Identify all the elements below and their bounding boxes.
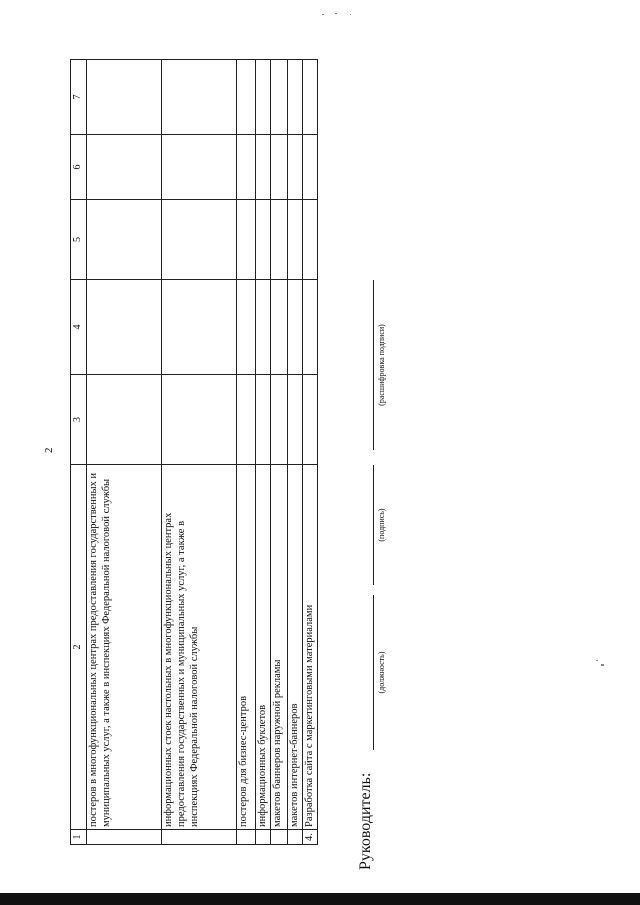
row-number xyxy=(87,830,162,845)
row-description: постеров для бизнес-центров xyxy=(237,465,256,830)
table-row xyxy=(256,60,271,845)
table-row xyxy=(303,60,318,845)
services-table xyxy=(70,59,318,845)
table-row xyxy=(237,60,256,845)
signature-block xyxy=(355,110,415,870)
row-description: макетов баннеров наружной рекламы xyxy=(271,465,288,830)
page-number: 2 xyxy=(43,447,55,453)
signature-caption: (подпись) xyxy=(377,508,386,542)
row-description: информационных буклетов xyxy=(256,465,271,830)
table-row xyxy=(162,60,237,845)
table-row xyxy=(271,60,288,845)
scan-speck xyxy=(335,13,337,14)
table-row xyxy=(87,60,162,845)
row-number: 4. xyxy=(303,830,318,845)
signature-title: Руководитель: xyxy=(357,772,374,870)
decoding-caption: (расшифровка подписи) xyxy=(377,324,386,406)
header-cell: 2 xyxy=(71,465,87,830)
table-header-row xyxy=(71,60,87,845)
position-caption: (должность) xyxy=(377,651,386,694)
row-number xyxy=(256,830,271,845)
row-description: информационных стоек настольных в многофункциональных центрах предоставления государственных и муниципальных услуг, а также в инспекциях Федеральной налоговой службы xyxy=(162,465,237,830)
table-row xyxy=(288,60,303,845)
row-number xyxy=(271,830,288,845)
position-line xyxy=(373,595,374,750)
scan-speck xyxy=(322,14,324,15)
header-cell: 7 xyxy=(71,60,87,135)
rotated-table-container xyxy=(70,60,315,845)
scan-bottom-edge xyxy=(0,893,640,905)
row-number xyxy=(237,830,256,845)
row-description: макетов интернет-баннеров xyxy=(288,465,303,830)
scan-speck xyxy=(596,660,598,661)
decoding-line xyxy=(373,280,374,450)
row-number xyxy=(288,830,303,845)
header-cell: 1 xyxy=(71,830,87,845)
header-cell: 6 xyxy=(71,135,87,200)
header-cell: 5 xyxy=(71,200,87,280)
scan-speck xyxy=(601,664,604,666)
row-description: Разработка сайта с маркетинговыми материалами xyxy=(303,465,318,830)
signature-line xyxy=(373,465,374,585)
row-description: постеров в многофункциональных центрах предоставления государственных и муниципальных услуг, а также в инспекциях Федеральной налоговой службы xyxy=(87,465,162,830)
header-cell: 4 xyxy=(71,280,87,375)
header-cell: 3 xyxy=(71,375,87,465)
scan-speck xyxy=(350,14,351,15)
row-number xyxy=(162,830,237,845)
